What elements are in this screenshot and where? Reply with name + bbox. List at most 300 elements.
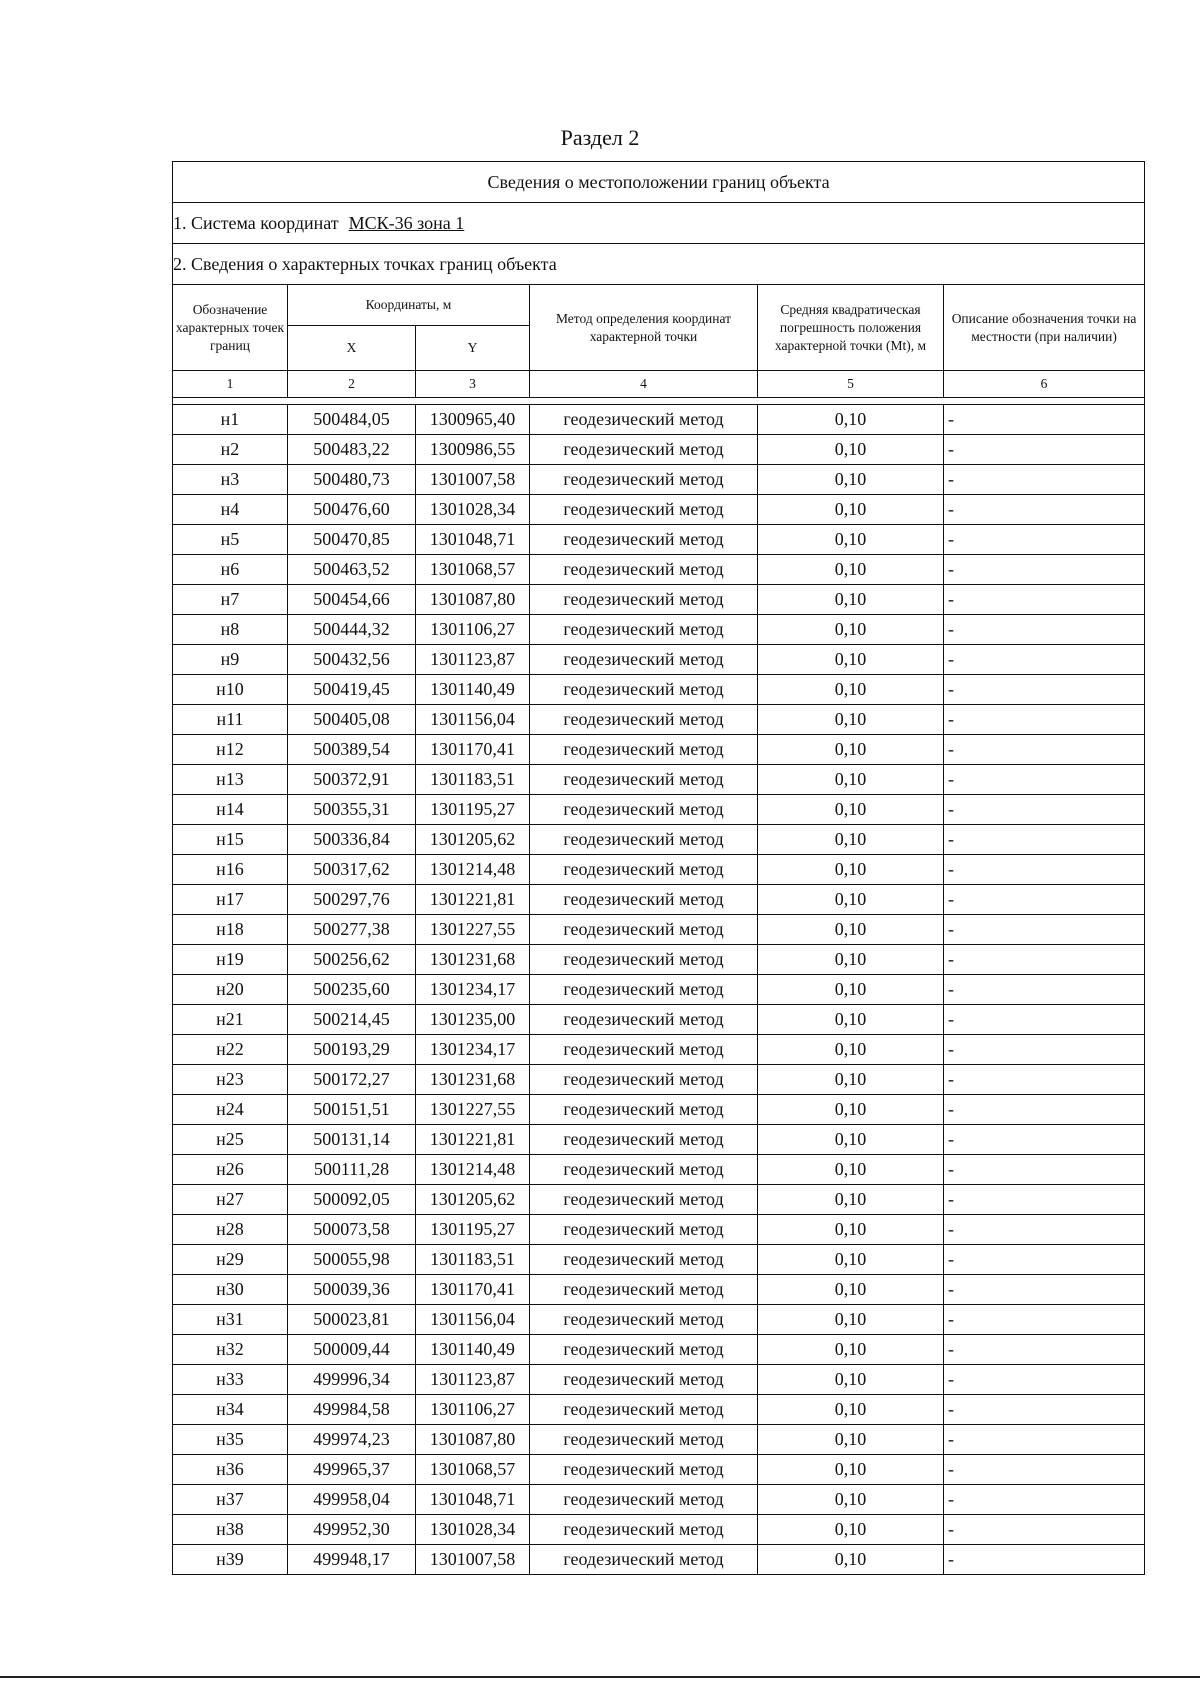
table-row bbox=[173, 915, 1145, 945]
method: геодезический метод bbox=[530, 615, 758, 645]
method: геодезический метод bbox=[530, 465, 758, 495]
coord-y: 1301214,48 bbox=[416, 1155, 530, 1185]
header-coordinates: Координаты, м bbox=[288, 285, 530, 326]
table-row bbox=[173, 1245, 1145, 1275]
description: - bbox=[944, 1305, 1145, 1335]
mt-error: 0,10 bbox=[758, 825, 944, 855]
description: - bbox=[944, 705, 1145, 735]
coord-system-row bbox=[173, 203, 1145, 244]
table-row bbox=[173, 495, 1145, 525]
table-row bbox=[173, 795, 1145, 825]
mt-error: 0,10 bbox=[758, 855, 944, 885]
mt-error: 0,10 bbox=[758, 1155, 944, 1185]
table-row bbox=[173, 1305, 1145, 1335]
point-id: н22 bbox=[173, 1035, 288, 1065]
description: - bbox=[944, 1185, 1145, 1215]
table-row bbox=[173, 675, 1145, 705]
mt-error: 0,10 bbox=[758, 405, 944, 435]
description: - bbox=[944, 1545, 1145, 1575]
coord-x: 500480,73 bbox=[288, 465, 416, 495]
coord-y: 1301068,57 bbox=[416, 555, 530, 585]
point-id: н26 bbox=[173, 1155, 288, 1185]
coord-y: 1301087,80 bbox=[416, 585, 530, 615]
coord-y: 1301028,34 bbox=[416, 1515, 530, 1545]
point-id: н14 bbox=[173, 795, 288, 825]
mt-error: 0,10 bbox=[758, 765, 944, 795]
coord-y: 1301123,87 bbox=[416, 645, 530, 675]
description: - bbox=[944, 795, 1145, 825]
coord-y: 1301007,58 bbox=[416, 465, 530, 495]
column-number: 2 bbox=[288, 371, 416, 398]
mt-error: 0,10 bbox=[758, 1335, 944, 1365]
method: геодезический метод bbox=[530, 705, 758, 735]
point-id: н25 bbox=[173, 1125, 288, 1155]
table-row bbox=[173, 975, 1145, 1005]
table-body bbox=[173, 405, 1145, 1575]
method: геодезический метод bbox=[530, 1095, 758, 1125]
coord-x: 499952,30 bbox=[288, 1515, 416, 1545]
method: геодезический метод bbox=[530, 915, 758, 945]
description: - bbox=[944, 1515, 1145, 1545]
coord-y: 1301235,00 bbox=[416, 1005, 530, 1035]
method: геодезический метод bbox=[530, 495, 758, 525]
point-id: н30 bbox=[173, 1275, 288, 1305]
coord-y: 1301068,57 bbox=[416, 1455, 530, 1485]
mt-error: 0,10 bbox=[758, 1275, 944, 1305]
table-row bbox=[173, 465, 1145, 495]
description: - bbox=[944, 645, 1145, 675]
table-row bbox=[173, 825, 1145, 855]
method: геодезический метод bbox=[530, 795, 758, 825]
point-id: н29 bbox=[173, 1245, 288, 1275]
table-row bbox=[173, 1545, 1145, 1575]
coord-x: 500483,22 bbox=[288, 435, 416, 465]
column-number: 4 bbox=[530, 371, 758, 398]
mt-error: 0,10 bbox=[758, 705, 944, 735]
table-row bbox=[173, 765, 1145, 795]
coord-x: 500355,31 bbox=[288, 795, 416, 825]
coord-y: 1300965,40 bbox=[416, 405, 530, 435]
method: геодезический метод bbox=[530, 555, 758, 585]
point-id: н17 bbox=[173, 885, 288, 915]
mt-error: 0,10 bbox=[758, 1425, 944, 1455]
mt-error: 0,10 bbox=[758, 1035, 944, 1065]
table-row bbox=[173, 1425, 1145, 1455]
point-id: н31 bbox=[173, 1305, 288, 1335]
point-id: н6 bbox=[173, 555, 288, 585]
method: геодезический метод bbox=[530, 1335, 758, 1365]
coord-y: 1301140,49 bbox=[416, 675, 530, 705]
description: - bbox=[944, 1395, 1145, 1425]
coord-system-label: 1. Система координат bbox=[173, 212, 339, 233]
mt-error: 0,10 bbox=[758, 1305, 944, 1335]
table-row bbox=[173, 525, 1145, 555]
mt-error: 0,10 bbox=[758, 1125, 944, 1155]
point-id: н28 bbox=[173, 1215, 288, 1245]
mt-error: 0,10 bbox=[758, 915, 944, 945]
coord-x: 500454,66 bbox=[288, 585, 416, 615]
coord-y: 1301231,68 bbox=[416, 945, 530, 975]
table-row bbox=[173, 585, 1145, 615]
coord-y: 1301170,41 bbox=[416, 735, 530, 765]
method: геодезический метод bbox=[530, 1005, 758, 1035]
method: геодезический метод bbox=[530, 1035, 758, 1065]
mt-error: 0,10 bbox=[758, 795, 944, 825]
header-y: Y bbox=[416, 326, 530, 371]
point-id: н39 bbox=[173, 1545, 288, 1575]
table-row bbox=[173, 1005, 1145, 1035]
coord-y: 1301170,41 bbox=[416, 1275, 530, 1305]
point-id: н27 bbox=[173, 1185, 288, 1215]
header-description: Описание обозначения точки на местности (при наличии) bbox=[944, 285, 1145, 371]
description: - bbox=[944, 825, 1145, 855]
coord-x: 500131,14 bbox=[288, 1125, 416, 1155]
column-number: 6 bbox=[944, 371, 1145, 398]
description: - bbox=[944, 1065, 1145, 1095]
coord-y: 1301227,55 bbox=[416, 1095, 530, 1125]
coord-y: 1301156,04 bbox=[416, 705, 530, 735]
coord-y: 1301183,51 bbox=[416, 765, 530, 795]
method: геодезический метод bbox=[530, 1275, 758, 1305]
mt-error: 0,10 bbox=[758, 975, 944, 1005]
coord-x: 500419,45 bbox=[288, 675, 416, 705]
point-id: н37 bbox=[173, 1485, 288, 1515]
coord-y: 1301007,58 bbox=[416, 1545, 530, 1575]
mt-error: 0,10 bbox=[758, 1185, 944, 1215]
description: - bbox=[944, 495, 1145, 525]
description: - bbox=[944, 1275, 1145, 1305]
mt-error: 0,10 bbox=[758, 1005, 944, 1035]
mt-error: 0,10 bbox=[758, 1395, 944, 1425]
column-number: 3 bbox=[416, 371, 530, 398]
mt-error: 0,10 bbox=[758, 1485, 944, 1515]
table-row bbox=[173, 945, 1145, 975]
coord-y: 1301106,27 bbox=[416, 1395, 530, 1425]
table-row bbox=[173, 1335, 1145, 1365]
mt-error: 0,10 bbox=[758, 615, 944, 645]
coord-x: 500073,58 bbox=[288, 1215, 416, 1245]
coord-y: 1301221,81 bbox=[416, 885, 530, 915]
mt-error: 0,10 bbox=[758, 585, 944, 615]
point-id: н11 bbox=[173, 705, 288, 735]
point-id: н13 bbox=[173, 765, 288, 795]
point-id: н34 bbox=[173, 1395, 288, 1425]
point-id: н20 bbox=[173, 975, 288, 1005]
method: геодезический метод bbox=[530, 885, 758, 915]
method: геодезический метод bbox=[530, 585, 758, 615]
header-x: X bbox=[288, 326, 416, 371]
point-id: н8 bbox=[173, 615, 288, 645]
mt-error: 0,10 bbox=[758, 495, 944, 525]
coord-x: 500336,84 bbox=[288, 825, 416, 855]
table-row bbox=[173, 405, 1145, 435]
coord-y: 1301227,55 bbox=[416, 915, 530, 945]
description: - bbox=[944, 855, 1145, 885]
coord-x: 500092,05 bbox=[288, 1185, 416, 1215]
coord-y: 1300986,55 bbox=[416, 435, 530, 465]
coord-x: 500214,45 bbox=[288, 1005, 416, 1035]
coord-x: 499958,04 bbox=[288, 1485, 416, 1515]
coord-y: 1301205,62 bbox=[416, 825, 530, 855]
description: - bbox=[944, 435, 1145, 465]
coord-x: 500463,52 bbox=[288, 555, 416, 585]
mt-error: 0,10 bbox=[758, 1065, 944, 1095]
coord-x: 500023,81 bbox=[288, 1305, 416, 1335]
description: - bbox=[944, 1245, 1145, 1275]
mt-error: 0,10 bbox=[758, 1245, 944, 1275]
mt-error: 0,10 bbox=[758, 885, 944, 915]
column-number: 5 bbox=[758, 371, 944, 398]
method: геодезический метод bbox=[530, 1245, 758, 1275]
method: геодезический метод bbox=[530, 645, 758, 675]
coord-system-cell bbox=[173, 203, 1145, 244]
section-title: Раздел 2 bbox=[560, 125, 640, 150]
point-id: н21 bbox=[173, 1005, 288, 1035]
method: геодезический метод bbox=[530, 855, 758, 885]
boundary-points-table bbox=[172, 161, 1145, 1575]
description: - bbox=[944, 1425, 1145, 1455]
method: геодезический метод bbox=[530, 735, 758, 765]
coord-y: 1301214,48 bbox=[416, 855, 530, 885]
method: геодезический метод bbox=[530, 1395, 758, 1425]
table-row bbox=[173, 1275, 1145, 1305]
coord-y: 1301048,71 bbox=[416, 525, 530, 555]
mt-error: 0,10 bbox=[758, 555, 944, 585]
description: - bbox=[944, 765, 1145, 795]
coord-x: 500372,91 bbox=[288, 765, 416, 795]
coord-x: 500405,08 bbox=[288, 705, 416, 735]
coord-system-value: МСК-36 зона 1 bbox=[348, 212, 465, 233]
point-id: н16 bbox=[173, 855, 288, 885]
table-row bbox=[173, 1185, 1145, 1215]
coord-x: 499965,37 bbox=[288, 1455, 416, 1485]
table-row bbox=[173, 1485, 1145, 1515]
coord-y: 1301195,27 bbox=[416, 795, 530, 825]
description: - bbox=[944, 885, 1145, 915]
table-row bbox=[173, 1065, 1145, 1095]
description: - bbox=[944, 1335, 1145, 1365]
coord-x: 499996,34 bbox=[288, 1365, 416, 1395]
point-id: н38 bbox=[173, 1515, 288, 1545]
table-row bbox=[173, 855, 1145, 885]
point-id: н23 bbox=[173, 1065, 288, 1095]
header-row bbox=[173, 285, 1145, 326]
coord-x: 500476,60 bbox=[288, 495, 416, 525]
point-id: н12 bbox=[173, 735, 288, 765]
mt-error: 0,10 bbox=[758, 435, 944, 465]
method: геодезический метод bbox=[530, 525, 758, 555]
method: геодезический метод bbox=[530, 1155, 758, 1185]
method: геодезический метод bbox=[530, 405, 758, 435]
coord-x: 499948,17 bbox=[288, 1545, 416, 1575]
coord-x: 500039,36 bbox=[288, 1275, 416, 1305]
coord-x: 500151,51 bbox=[288, 1095, 416, 1125]
coord-y: 1301156,04 bbox=[416, 1305, 530, 1335]
method: геодезический метод bbox=[530, 1545, 758, 1575]
table-caption: Сведения о местоположении границ объекта bbox=[173, 162, 1145, 203]
description: - bbox=[944, 1155, 1145, 1185]
table-row bbox=[173, 1155, 1145, 1185]
coord-x: 500256,62 bbox=[288, 945, 416, 975]
description: - bbox=[944, 1125, 1145, 1155]
point-id: н35 bbox=[173, 1425, 288, 1455]
method: геодезический метод bbox=[530, 945, 758, 975]
coord-y: 1301048,71 bbox=[416, 1485, 530, 1515]
mt-error: 0,10 bbox=[758, 1095, 944, 1125]
point-id: н10 bbox=[173, 675, 288, 705]
page-bottom-rule bbox=[0, 1676, 1200, 1678]
description: - bbox=[944, 525, 1145, 555]
table-row bbox=[173, 885, 1145, 915]
point-id: н15 bbox=[173, 825, 288, 855]
mt-error: 0,10 bbox=[758, 1365, 944, 1395]
point-id: н9 bbox=[173, 645, 288, 675]
coord-x: 500432,56 bbox=[288, 645, 416, 675]
points-title-row bbox=[173, 244, 1145, 285]
description: - bbox=[944, 1455, 1145, 1485]
point-id: н32 bbox=[173, 1335, 288, 1365]
coord-x: 500193,29 bbox=[288, 1035, 416, 1065]
table-row bbox=[173, 615, 1145, 645]
table-row bbox=[173, 555, 1145, 585]
table-row bbox=[173, 1215, 1145, 1245]
table-row bbox=[173, 1035, 1145, 1065]
point-id: н2 bbox=[173, 435, 288, 465]
point-id: н24 bbox=[173, 1095, 288, 1125]
mt-error: 0,10 bbox=[758, 465, 944, 495]
header-error: Средняя квадратическая погрешность положения характерной точки (Mt), м bbox=[758, 285, 944, 371]
point-id: н36 bbox=[173, 1455, 288, 1485]
mt-error: 0,10 bbox=[758, 1215, 944, 1245]
point-id: н3 bbox=[173, 465, 288, 495]
mt-error: 0,10 bbox=[758, 645, 944, 675]
coord-x: 500444,32 bbox=[288, 615, 416, 645]
coord-x: 500172,27 bbox=[288, 1065, 416, 1095]
table-row bbox=[173, 1395, 1145, 1425]
mt-error: 0,10 bbox=[758, 1515, 944, 1545]
description: - bbox=[944, 1005, 1145, 1035]
column-number: 1 bbox=[173, 371, 288, 398]
table-row bbox=[173, 645, 1145, 675]
method: геодезический метод bbox=[530, 825, 758, 855]
point-id: н5 bbox=[173, 525, 288, 555]
method: геодезический метод bbox=[530, 1185, 758, 1215]
method: геодезический метод bbox=[530, 1125, 758, 1155]
point-id: н7 bbox=[173, 585, 288, 615]
table-row bbox=[173, 1125, 1145, 1155]
table-row bbox=[173, 1365, 1145, 1395]
point-id: н18 bbox=[173, 915, 288, 945]
coord-y: 1301140,49 bbox=[416, 1335, 530, 1365]
description: - bbox=[944, 1095, 1145, 1125]
coord-y: 1301205,62 bbox=[416, 1185, 530, 1215]
mt-error: 0,10 bbox=[758, 525, 944, 555]
description: - bbox=[944, 465, 1145, 495]
method: геодезический метод bbox=[530, 1365, 758, 1395]
method: геодезический метод bbox=[530, 1065, 758, 1095]
spacer-cell bbox=[173, 398, 1145, 405]
mt-error: 0,10 bbox=[758, 1545, 944, 1575]
mt-error: 0,10 bbox=[758, 1455, 944, 1485]
table-caption-row bbox=[173, 162, 1145, 203]
mt-error: 0,10 bbox=[758, 675, 944, 705]
coord-x: 500470,85 bbox=[288, 525, 416, 555]
table-row bbox=[173, 435, 1145, 465]
header-designation: Обозначение характерных точек границ bbox=[173, 285, 288, 371]
description: - bbox=[944, 555, 1145, 585]
method: геодезический метод bbox=[530, 1305, 758, 1335]
point-id: н4 bbox=[173, 495, 288, 525]
coord-y: 1301183,51 bbox=[416, 1245, 530, 1275]
method: геодезический метод bbox=[530, 1425, 758, 1455]
description: - bbox=[944, 735, 1145, 765]
description: - bbox=[944, 585, 1145, 615]
coord-x: 500009,44 bbox=[288, 1335, 416, 1365]
coord-y: 1301221,81 bbox=[416, 1125, 530, 1155]
table-row bbox=[173, 1515, 1145, 1545]
method: геодезический метод bbox=[530, 765, 758, 795]
method: геодезический метод bbox=[530, 435, 758, 465]
method: геодезический метод bbox=[530, 1515, 758, 1545]
points-title: 2. Сведения о характерных точках границ объекта bbox=[173, 244, 1145, 285]
point-id: н33 bbox=[173, 1365, 288, 1395]
table-row bbox=[173, 1095, 1145, 1125]
coord-y: 1301234,17 bbox=[416, 975, 530, 1005]
coord-x: 500297,76 bbox=[288, 885, 416, 915]
coord-x: 500317,62 bbox=[288, 855, 416, 885]
description: - bbox=[944, 915, 1145, 945]
coord-y: 1301195,27 bbox=[416, 1215, 530, 1245]
coord-x: 500235,60 bbox=[288, 975, 416, 1005]
coord-y: 1301231,68 bbox=[416, 1065, 530, 1095]
table-row bbox=[173, 735, 1145, 765]
coord-x: 499974,23 bbox=[288, 1425, 416, 1455]
coord-x: 500055,98 bbox=[288, 1245, 416, 1275]
description: - bbox=[944, 675, 1145, 705]
spacer-row bbox=[173, 398, 1145, 405]
description: - bbox=[944, 405, 1145, 435]
coord-x: 500277,38 bbox=[288, 915, 416, 945]
description: - bbox=[944, 1215, 1145, 1245]
coord-y: 1301123,87 bbox=[416, 1365, 530, 1395]
coord-y: 1301234,17 bbox=[416, 1035, 530, 1065]
table-row bbox=[173, 705, 1145, 735]
coord-y: 1301106,27 bbox=[416, 615, 530, 645]
method: геодезический метод bbox=[530, 1455, 758, 1485]
table-row bbox=[173, 1455, 1145, 1485]
description: - bbox=[944, 975, 1145, 1005]
description: - bbox=[944, 1035, 1145, 1065]
mt-error: 0,10 bbox=[758, 735, 944, 765]
description: - bbox=[944, 1365, 1145, 1395]
coord-x: 500111,28 bbox=[288, 1155, 416, 1185]
description: - bbox=[944, 945, 1145, 975]
method: геодезический метод bbox=[530, 975, 758, 1005]
coord-x: 500484,05 bbox=[288, 405, 416, 435]
coord-x: 500389,54 bbox=[288, 735, 416, 765]
point-id: н1 bbox=[173, 405, 288, 435]
header-method: Метод определения координат характерной точки bbox=[530, 285, 758, 371]
column-numbers-row bbox=[173, 371, 1145, 398]
coord-y: 1301087,80 bbox=[416, 1425, 530, 1455]
description: - bbox=[944, 1485, 1145, 1515]
coord-x: 499984,58 bbox=[288, 1395, 416, 1425]
method: геодезический метод bbox=[530, 1215, 758, 1245]
coord-y: 1301028,34 bbox=[416, 495, 530, 525]
point-id: н19 bbox=[173, 945, 288, 975]
method: геодезический метод bbox=[530, 1485, 758, 1515]
method: геодезический метод bbox=[530, 675, 758, 705]
